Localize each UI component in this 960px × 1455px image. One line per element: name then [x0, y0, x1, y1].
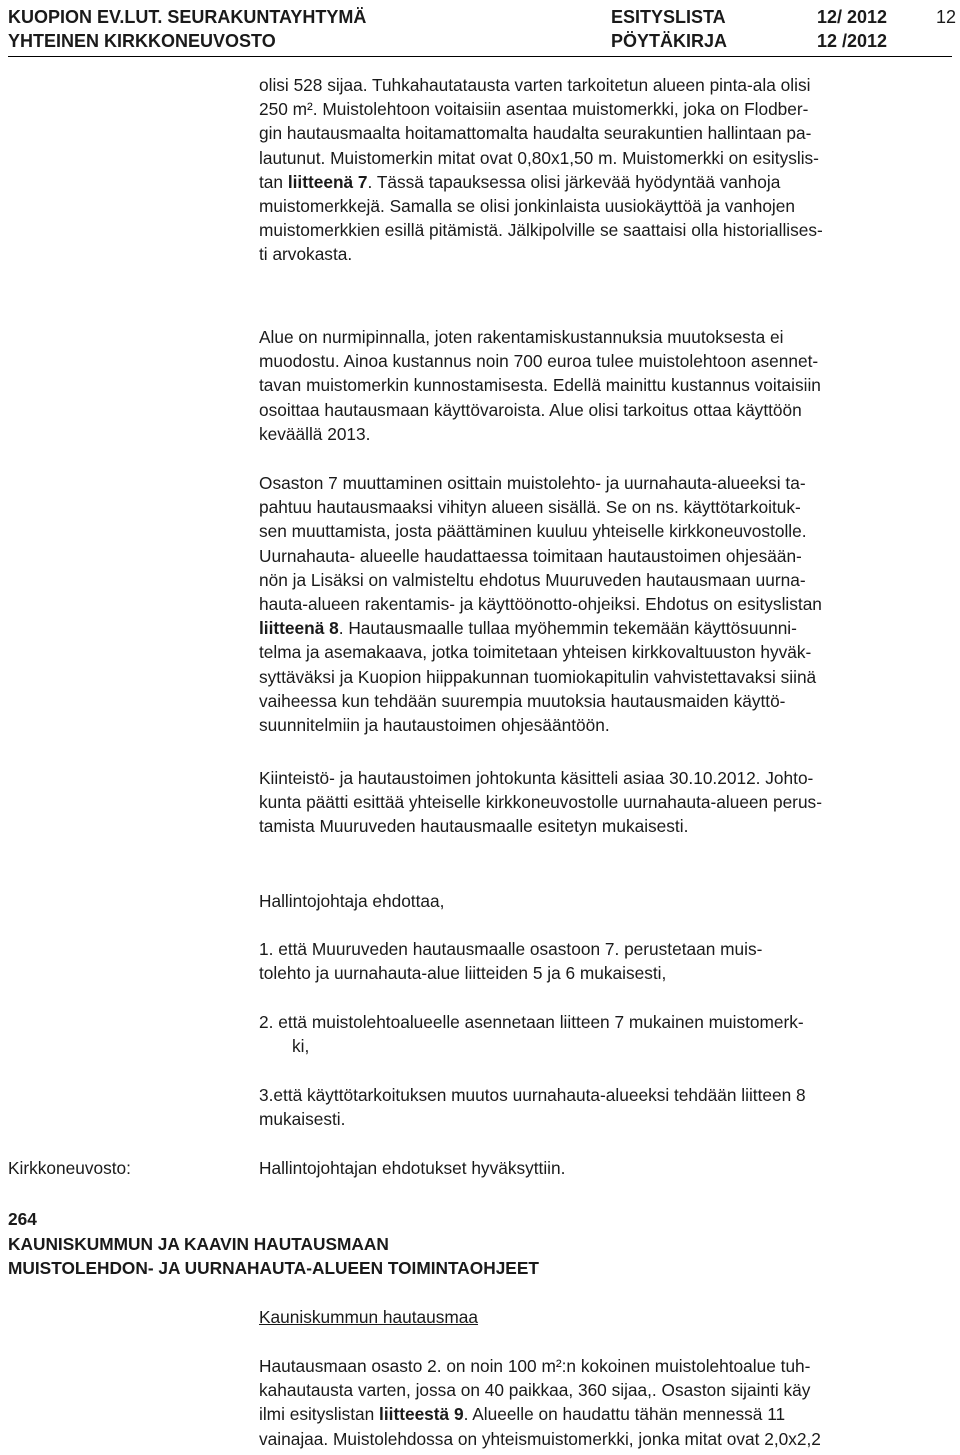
page-number: 12 [936, 7, 957, 27]
text-line: 2. että muistolehtoalueelle asennetaan liitteen 7 mukainen muistomerk- [259, 1012, 804, 1032]
decision-text: Hallintojohtajan ehdotukset hyväksyttiin. [259, 1158, 566, 1178]
document-header [8, 6, 957, 52]
section-title-line2: MUISTOLEHDON- JA UURNAHAUTA-ALUEEN TOIMINTAOHJEET [8, 1258, 539, 1278]
minutes-number: 12 /2012 [817, 31, 888, 51]
proposal-intro: Hallintojohtaja ehdottaa, [259, 891, 445, 911]
text-line: vainajaa. Muistolehdossa on yhteismuistomerkki, jonka mitat ovat 2,0x2,2 [259, 1428, 821, 1449]
text-line: kunta päätti esittää yhteiselle kirkkoneuvostolle uurnahauta-alueen perus- [259, 792, 822, 813]
paragraph-section-change [259, 471, 949, 737]
attachment-ref: liitteestä 9 [379, 1404, 464, 1425]
text-line: gin hautausmaalta hoitamattomalta haudalta seurakuntien hallintaan pa- [259, 123, 812, 144]
text-line: tolehto ja uurnahauta-alue liitteiden 5 ja 6 mukaisesti, [259, 963, 667, 984]
text-line: ti arvokasta. [259, 244, 353, 265]
text-line [259, 170, 949, 194]
text-line: pahtuu hautausmaaksi vihityn alueen sisällä. Se on ns. käyttötarkoituk- [259, 497, 801, 518]
text-line: 3.että käyttötarkoituksen muutos uurnahauta-alueeksi tehdään liitteen 8 [259, 1085, 806, 1105]
text-run: tan [259, 171, 288, 192]
text-line: olisi 528 sijaa. Tuhkahautatausta varten tarkoitetun alueen pinta-ala olisi [259, 75, 811, 95]
text-line: nön ja Lisäksi on valmisteltu ehdotus Muuruveden hautausmaan uurna- [259, 569, 806, 590]
subheading: Kauniskummun hautausmaa [259, 1307, 479, 1327]
text-line: tavan muistomerkin kunnostamisesta. Edellä mainittu kustannus voitaisiin [259, 375, 821, 396]
text-line: lautunut. Muistomerkin mitat ovat 0,80x1,50 m. Muistomerkki on esityslis- [259, 147, 819, 168]
text-line: ki, [292, 1036, 310, 1057]
text-run: . Alueelle on haudattu tähän mennessä 11 [463, 1404, 786, 1425]
text-line: muodostu. Ainoa kustannus noin 700 euroa tulee muistolehtoon asennet- [259, 351, 819, 372]
text-line: syttäväksi ja Kuopion hiippakunnan tuomiokapitulin vahvistettavaksi siinä [259, 666, 817, 687]
paragraph-board-decision [259, 766, 949, 839]
text-line: Uurnahauta- alueelle haudattaessa toimitaan hautaustoimen ohjesään- [259, 545, 802, 566]
proposal-item-3 [259, 1083, 949, 1131]
proposal-item-2 [259, 1010, 949, 1058]
text-line: muistomerkkejä. Samalla se olisi jonkinlaista uusiokäyttöä ja vanhojen [259, 195, 795, 216]
text-line [259, 616, 949, 640]
attachment-ref: liitteenä 8 [259, 618, 339, 639]
board-name: YHTEINEN KIRKKONEUVOSTO [8, 31, 276, 51]
organization-name: KUOPION EV.LUT. SEURAKUNTAYHTYMÄ [8, 7, 367, 27]
text-run: . Tässä tapauksessa olisi järkevää hyödyntää vanhoja [367, 171, 781, 192]
text-line: telma ja asemakaava, jotka toimitetaan yhteisen kirkkovaltuuston hyväk- [259, 642, 812, 663]
proposal-item-1 [259, 937, 949, 985]
text-run: ilmi esityslistan [259, 1404, 380, 1425]
text-line: osoittaa hautausmaan käyttövaroista. Alue olisi tarkoitus ottaa käyttöön [259, 399, 802, 420]
text-line: Hautausmaan osasto 2. on noin 100 m²:n kokoinen muistolehtoalue tuh- [259, 1356, 811, 1376]
text-line: Alue on nurmipinnalla, joten rakentamiskustannuksia muutoksesta ei [259, 327, 784, 347]
text-line: Kiinteistö- ja hautaustoimen johtokunta käsitteli asiaa 30.10.2012. Johto- [259, 768, 814, 788]
text-line: kahautausta varten, jossa on 40 paikkaa, 360 sijaa,. Osaston sijainti käy [259, 1380, 811, 1401]
paragraph-costs [259, 325, 949, 446]
text-line: mukaisesti. [259, 1109, 346, 1130]
text-run: . Hautausmaalle tullaa myöhemmin tekemään käyttösuunni- [338, 618, 797, 639]
text-line: hauta-alueen rakentamis- ja käyttöönotto-ohjeiksi. Ehdotus on esityslistan [259, 593, 822, 614]
header-divider [8, 56, 952, 57]
text-line: vaiheessa kun tehdään suurempia muutoksia hautausmaiden käyttö- [259, 690, 786, 711]
text-line: muistomerkkien esillä pitämistä. Jälkipolville se saattaisi olla historiallises- [259, 220, 823, 241]
doc-type-minutes: PÖYTÄKIRJA [611, 31, 728, 51]
section-number: 264 [8, 1209, 37, 1229]
text-line: tamista Muuruveden hautausmaalle esitetyn mukaisesti. [259, 816, 689, 837]
text-line: suunnitelmiin ja hautaustoimen ohjesääntöön. [259, 714, 610, 735]
agenda-number: 12/ 2012 [817, 7, 888, 27]
doc-type-agenda: ESITYSLISTA [611, 7, 726, 27]
attachment-ref: liitteenä 7 [287, 171, 368, 192]
decision-label: Kirkkoneuvosto: [8, 1158, 131, 1178]
text-line: sen muuttamista, josta päättäminen kuuluu yhteiselle kirkkoneuvostolle. [259, 521, 807, 542]
paragraph-kauniskumpu [259, 1354, 949, 1451]
text-line: keväällä 2013. [259, 423, 371, 444]
text-line: 1. että Muuruveden hautausmaalle osastoon 7. perustetaan muis- [259, 939, 763, 959]
text-line [259, 1402, 949, 1426]
text-line: Osaston 7 muuttaminen osittain muistolehto- ja uurnahauta-alueeksi ta- [259, 473, 806, 493]
section-title-line1: KAUNISKUMMUN JA KAAVIN HAUTAUSMAAN [8, 1234, 389, 1254]
text-line: 250 m². Muistolehtoon voitaisiin asentaa muistomerkki, joka on Flodber- [259, 99, 809, 120]
paragraph-memorial-stone [259, 73, 949, 267]
